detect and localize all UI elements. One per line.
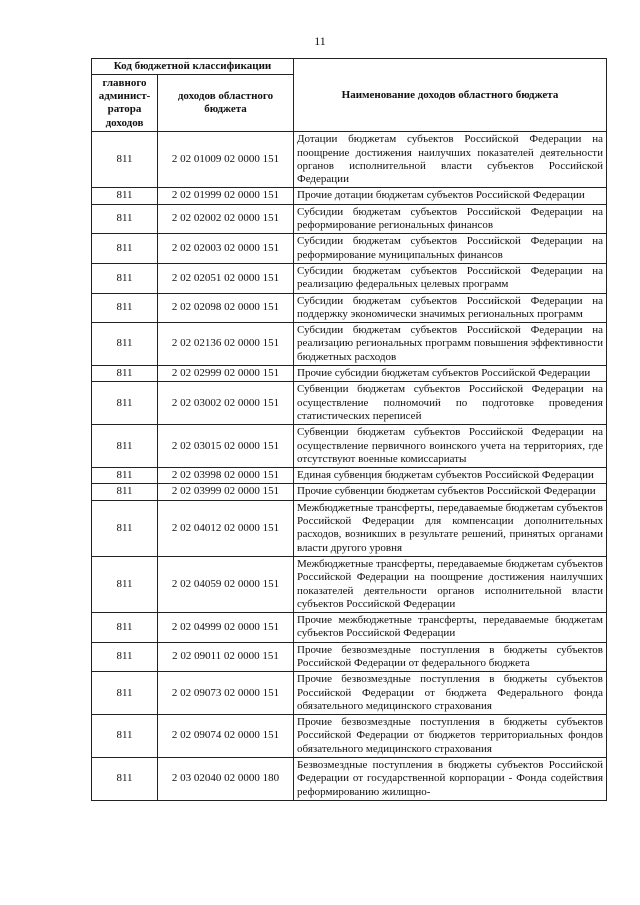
admin-code-cell: 811 [92,425,158,468]
table-row [92,484,607,500]
income-code-cell: 2 02 02098 02 0000 151 [158,293,294,323]
admin-code-cell: 811 [92,366,158,382]
income-name-cell: Межбюджетные трансферты, передаваемые бюджетам субъектов Российской Федерации для компенсации дополнительных расходов, возникших в результате решений, принятых органами власти другого уровня [294,500,607,556]
income-code-cell: 2 02 04012 02 0000 151 [158,500,294,556]
table-row [92,642,607,672]
table-row [92,293,607,323]
income-name-cell: Субвенции бюджетам субъектов Российской Федерации на осуществление полномочий по подготовке проведения статистических переписей [294,382,607,425]
income-code-cell: 2 02 04059 02 0000 151 [158,556,294,612]
header-income-name: Наименование доходов областного бюджета [294,59,607,132]
table-row [92,323,607,366]
income-code-cell: 2 02 03015 02 0000 151 [158,425,294,468]
income-code-cell: 2 02 02003 02 0000 151 [158,234,294,264]
income-code-cell: 2 02 02136 02 0000 151 [158,323,294,366]
table-row [92,556,607,612]
income-name-cell: Прочие субвенции бюджетам субъектов Российской Федерации [294,484,607,500]
admin-code-cell: 811 [92,672,158,715]
income-code-cell: 2 02 09074 02 0000 151 [158,715,294,758]
admin-code-cell: 811 [92,484,158,500]
income-code-cell: 2 02 01009 02 0000 151 [158,132,294,188]
table-row [92,382,607,425]
table-row [92,188,607,204]
admin-code-cell: 811 [92,234,158,264]
table-row [92,500,607,556]
table-row [92,366,607,382]
income-code-cell: 2 02 03002 02 0000 151 [158,382,294,425]
income-code-cell: 2 02 01999 02 0000 151 [158,188,294,204]
income-code-cell: 2 02 03998 02 0000 151 [158,468,294,484]
admin-code-cell: 811 [92,613,158,643]
income-name-cell: Прочие субсидии бюджетам субъектов Российской Федерации [294,366,607,382]
income-code-cell: 2 03 02040 02 0000 180 [158,758,294,801]
income-name-cell: Прочие дотации бюджетам субъектов Российской Федерации [294,188,607,204]
income-code-cell: 2 02 02002 02 0000 151 [158,204,294,234]
admin-code-cell: 811 [92,293,158,323]
admin-code-cell: 811 [92,500,158,556]
income-name-cell: Прочие безвозмездные поступления в бюджеты субъектов Российской Федерации от бюджета Федерального фонда обязательного медицинского страхования [294,672,607,715]
income-code-cell: 2 02 03999 02 0000 151 [158,484,294,500]
admin-code-cell: 811 [92,188,158,204]
table-row [92,468,607,484]
income-name-cell: Дотации бюджетам субъектов Российской Федерации на поощрение достижения наилучших показателей деятельности органов исполнительной власти субъектов Российской Федерации [294,132,607,188]
income-name-cell: Единая субвенция бюджетам субъектов Российской Федерации [294,468,607,484]
admin-code-cell: 811 [92,382,158,425]
table-row [92,672,607,715]
admin-code-cell: 811 [92,204,158,234]
income-name-cell: Прочие межбюджетные трансферты, передаваемые бюджетам субъектов Российской Федерации [294,613,607,643]
income-name-cell: Субсидии бюджетам субъектов Российской Федерации на реформирование региональных финансов [294,204,607,234]
admin-code-cell: 811 [92,323,158,366]
admin-code-cell: 811 [92,468,158,484]
income-name-cell: Субвенции бюджетам субъектов Российской Федерации на осуществление первичного воинского учета на территориях, где отсутствуют военные комиссариаты [294,425,607,468]
income-name-cell: Межбюджетные трансферты, передаваемые бюджетам субъектов Российской Федерации на поощрение достижения наилучших показателей деятельности органов исполнительной власти субъектов Российской Федерации [294,556,607,612]
income-name-cell: Прочие безвозмездные поступления в бюджеты субъектов Российской Федерации от бюджетов территориальных фондов обязательного медицинского страхования [294,715,607,758]
income-name-cell: Субсидии бюджетам субъектов Российской Федерации на реализацию региональных программ повышения эффективности бюджетных расходов [294,323,607,366]
income-name-cell: Субсидии бюджетам субъектов Российской Федерации на реализацию федеральных целевых программ [294,263,607,293]
table-body [92,132,607,801]
admin-code-cell: 811 [92,263,158,293]
income-name-cell: Безвозмездные поступления в бюджеты субъектов Российской Федерации от государственной корпорации - Фонда содействия реформированию жилищно- [294,758,607,801]
table-row [92,715,607,758]
table-row [92,234,607,264]
income-code-cell: 2 02 04999 02 0000 151 [158,613,294,643]
income-name-cell: Субсидии бюджетам субъектов Российской Федерации на поддержку экономически значимых региональных программ [294,293,607,323]
header-chief-administrator: главного админист-ратора доходов [92,75,158,132]
admin-code-cell: 811 [92,556,158,612]
income-code-cell: 2 02 02051 02 0000 151 [158,263,294,293]
table-row [92,425,607,468]
admin-code-cell: 811 [92,642,158,672]
budget-classification-table [91,58,607,801]
table-row [92,758,607,801]
admin-code-cell: 811 [92,758,158,801]
income-name-cell: Прочие безвозмездные поступления в бюджеты субъектов Российской Федерации от федерального бюджета [294,642,607,672]
income-name-cell: Субсидии бюджетам субъектов Российской Федерации на реформирование муниципальных финансов [294,234,607,264]
header-income-code: доходов областного бюджета [158,75,294,132]
table-row [92,132,607,188]
table-row [92,204,607,234]
income-code-cell: 2 02 09011 02 0000 151 [158,642,294,672]
income-code-cell: 2 02 02999 02 0000 151 [158,366,294,382]
table-row [92,613,607,643]
income-code-cell: 2 02 09073 02 0000 151 [158,672,294,715]
admin-code-cell: 811 [92,715,158,758]
table-row [92,263,607,293]
header-budget-code-group: Код бюджетной классификации [92,59,294,75]
admin-code-cell: 811 [92,132,158,188]
page-number: 11 [314,34,326,48]
